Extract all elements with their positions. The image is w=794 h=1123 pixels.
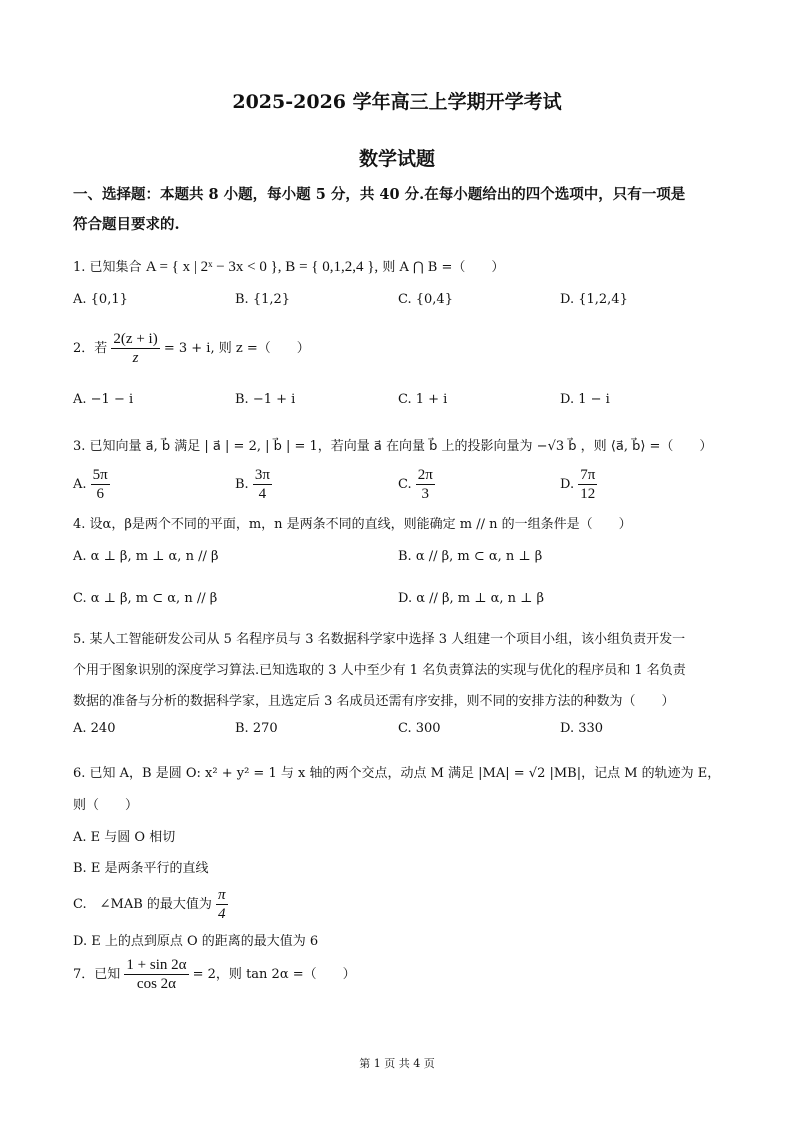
q5-line1: 5. 某人工智能研发公司从 5 名程序员与 3 名数据科学家中选择 3 人组建一个项目小组，该小组负责开发一 bbox=[73, 632, 686, 647]
q7-fraction bbox=[124, 956, 188, 993]
page-subtitle: 数学试题 bbox=[358, 148, 435, 170]
q6-option-d[interactable]: D. E 上的点到原点 O 的距离的最大值为 6 bbox=[73, 934, 319, 949]
page-title: 2025-2026 学年高三上学期开学考试 bbox=[232, 91, 562, 113]
q2-suffix: = 3 + i, 则 z =（ ） bbox=[163, 341, 310, 356]
q5-option-a[interactable]: A. 240 bbox=[73, 721, 116, 736]
q3-option-a-label: A. bbox=[73, 477, 87, 492]
section-heading-line2: 符合题目要求的. bbox=[73, 216, 180, 233]
q4-stem: 4. 设α，β是两个不同的平面，m，n 是两条不同的直线，则能确定 m // n 的一组条件是（ ） bbox=[73, 517, 632, 532]
q4-option-a[interactable]: A. α ⊥ β, m ⊥ α, n // β bbox=[73, 549, 219, 564]
q1-prefix: 1. 已知集合 bbox=[73, 260, 142, 275]
q6-line2: 则（ ） bbox=[73, 798, 139, 813]
q6-line1: 6. 已知 A，B 是圆 O: x² + y² = 1 与 x 轴的两个交点，动点 M 满足 |MA| = √2 |MB|，记点 M 的轨迹为 E， bbox=[73, 766, 721, 781]
q3-option-b[interactable] bbox=[235, 466, 272, 503]
frac-num: 5π bbox=[92, 467, 108, 483]
q4-option-d[interactable]: D. α // β, m ⊥ α, n ⊥ β bbox=[398, 591, 545, 606]
frac-num: 2π bbox=[417, 467, 433, 483]
q1-option-c[interactable]: C. {0,4} bbox=[398, 292, 453, 307]
q3-option-c[interactable] bbox=[398, 466, 435, 503]
q2-option-a[interactable]: A. −1 − i bbox=[73, 392, 134, 407]
q7-frac-den: cos 2α bbox=[136, 976, 177, 992]
frac-den: 6 bbox=[96, 486, 104, 502]
q4-option-b[interactable]: B. α // β, m ⊂ α, n ⊥ β bbox=[398, 549, 543, 564]
q1-suffix: 则 A ⋂ B =（ ） bbox=[382, 260, 505, 275]
section-heading-line1: 一、选择题：本题共 8 小题，每小题 5 分，共 40 分.在每小题给出的四个选项中，只有一项是 bbox=[73, 186, 686, 203]
q3-option-c-frac bbox=[416, 466, 435, 503]
q7-suffix: = 2，则 tan 2α =（ ） bbox=[192, 967, 356, 982]
q1-option-a[interactable]: A. {0,1} bbox=[73, 292, 128, 307]
q6-option-c-frac bbox=[216, 886, 228, 923]
q2-prefix: 2．若 bbox=[73, 341, 108, 356]
q5-option-c[interactable]: C. 300 bbox=[398, 721, 441, 736]
q3-option-d-frac bbox=[578, 466, 597, 503]
q6-option-c-text: C. ∠MAB 的最大值为 bbox=[73, 897, 212, 912]
q1-option-b[interactable]: B. {1,2} bbox=[235, 292, 291, 307]
q7-prefix: 7．已知 bbox=[73, 967, 121, 982]
page-number: 第 1 页 共 4 页 bbox=[359, 1057, 435, 1070]
q5-option-b[interactable]: B. 270 bbox=[235, 721, 278, 736]
q3-option-d-label: D. bbox=[560, 477, 575, 492]
q3-option-a-frac bbox=[91, 466, 110, 503]
q2-stem bbox=[73, 330, 310, 367]
q2-fraction bbox=[111, 330, 159, 367]
frac-num: π bbox=[218, 887, 226, 903]
q6-option-a[interactable]: A. E 与圆 O 相切 bbox=[73, 830, 176, 845]
q6-option-b[interactable]: B. E 是两条平行的直线 bbox=[73, 861, 209, 876]
q7-frac-num: 1 + sin 2α bbox=[126, 957, 187, 973]
frac-den: 4 bbox=[258, 486, 267, 502]
frac-den: 12 bbox=[580, 486, 596, 502]
q5-line2: 个用于图象识别的深度学习算法.已知选取的 3 人中至少有 1 名负责算法的实现与优化的程序员和 1 名负责 bbox=[73, 663, 686, 678]
q2-option-b[interactable]: B. −1 + i bbox=[235, 392, 296, 407]
q2-option-d[interactable]: D. 1 − i bbox=[560, 392, 610, 407]
q3-option-b-label: B. bbox=[235, 477, 249, 492]
q2-frac-den: z bbox=[132, 350, 139, 366]
q3-option-d[interactable] bbox=[560, 466, 597, 503]
q6-option-c[interactable] bbox=[73, 886, 228, 923]
q2-option-c[interactable]: C. 1 + i bbox=[398, 392, 448, 407]
frac-num: 7π bbox=[580, 467, 596, 483]
q3-option-c-label: C. bbox=[398, 477, 412, 492]
q4-option-c[interactable]: C. α ⊥ β, m ⊂ α, n // β bbox=[73, 591, 218, 606]
q1-set-def: A = { x | 2ˣ − 3x < 0 }, B = { 0,1,2,4 }, bbox=[145, 259, 379, 275]
q5-line3: 数据的准备与分析的数据科学家，且选定后 3 名成员还需有序安排，则不同的安排方法的种数为（ ） bbox=[73, 694, 675, 709]
frac-num: 3π bbox=[254, 467, 270, 483]
q1-stem bbox=[73, 256, 504, 276]
frac-den: 4 bbox=[218, 906, 226, 922]
q1-option-d[interactable]: D. {1,2,4} bbox=[560, 292, 628, 307]
q3-stem: 3. 已知向量 a⃗, b⃗ 满足 | a⃗ | = 2, | b⃗ | = 1，若向量 a⃗ 在向量 b⃗ 上的投影向量为 −√3 b⃗ ，则 ⟨a⃗, b⃗⟩ =（ ） bbox=[73, 439, 713, 454]
q5-option-d[interactable]: D. 330 bbox=[560, 721, 604, 736]
q3-option-a[interactable] bbox=[73, 466, 110, 503]
q3-option-b-frac bbox=[253, 466, 272, 503]
q2-frac-num: 2(z + i) bbox=[113, 331, 158, 347]
q7-stem bbox=[73, 956, 356, 993]
frac-den: 3 bbox=[421, 486, 430, 502]
